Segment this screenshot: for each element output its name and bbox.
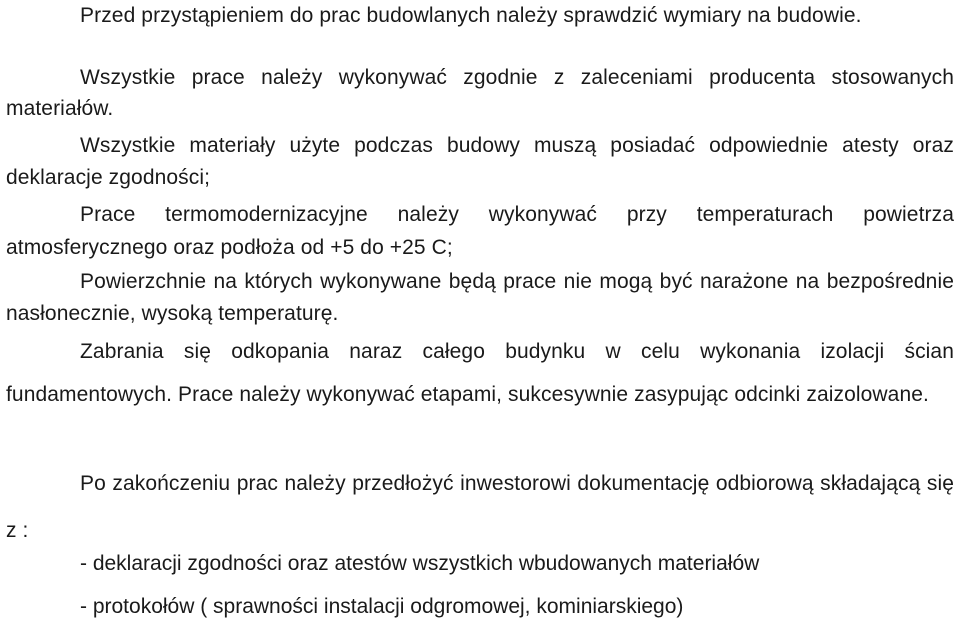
paragraph-acceptance-documents: Po zakończeniu prac należy przedłożyć inwestorowi dokumentację odbiorową składającą się z : xyxy=(6,472,954,542)
paragraph-sun-exposure: Powierzchnie na których wykonywane będą prace nie mogą być narażone na bezpośrednie nasłonecznie, wysoką temperaturę. xyxy=(6,270,954,325)
paragraph-measurements: Przed przystąpieniem do prac budowlanych należy sprawdzić wymiary na budowie. xyxy=(80,4,862,27)
list-item-protocols: - protokołów ( sprawności instalacji odgromowej, kominiarskiego) xyxy=(80,595,684,618)
paragraph-excavation: Zabrania się odkopania naraz całego budynku w celu wykonania izolacji ścian fundamentowych. Prace należy wykonywać etapami, sukcesywnie zasypując odcinki zaizolowane. xyxy=(6,340,954,406)
list-item-declarations: - deklaracji zgodności oraz atestów wszystkich wbudowanych materiałów xyxy=(80,552,760,575)
paragraph-material-certificates: Wszystkie materiały użyte podczas budowy muszą posiadać odpowiednie atesty oraz deklaracje zgodności; xyxy=(6,134,954,189)
paragraph-temperature-range: Prace termomodernizacyjne należy wykonywać przy temperaturach powietrza atmosferycznego oraz podłoża od +5 do +25 C; xyxy=(6,203,954,259)
paragraph-manufacturer-guidelines: Wszystkie prace należy wykonywać zgodnie z zaleceniami producenta stosowanych materiałów. xyxy=(6,66,954,120)
